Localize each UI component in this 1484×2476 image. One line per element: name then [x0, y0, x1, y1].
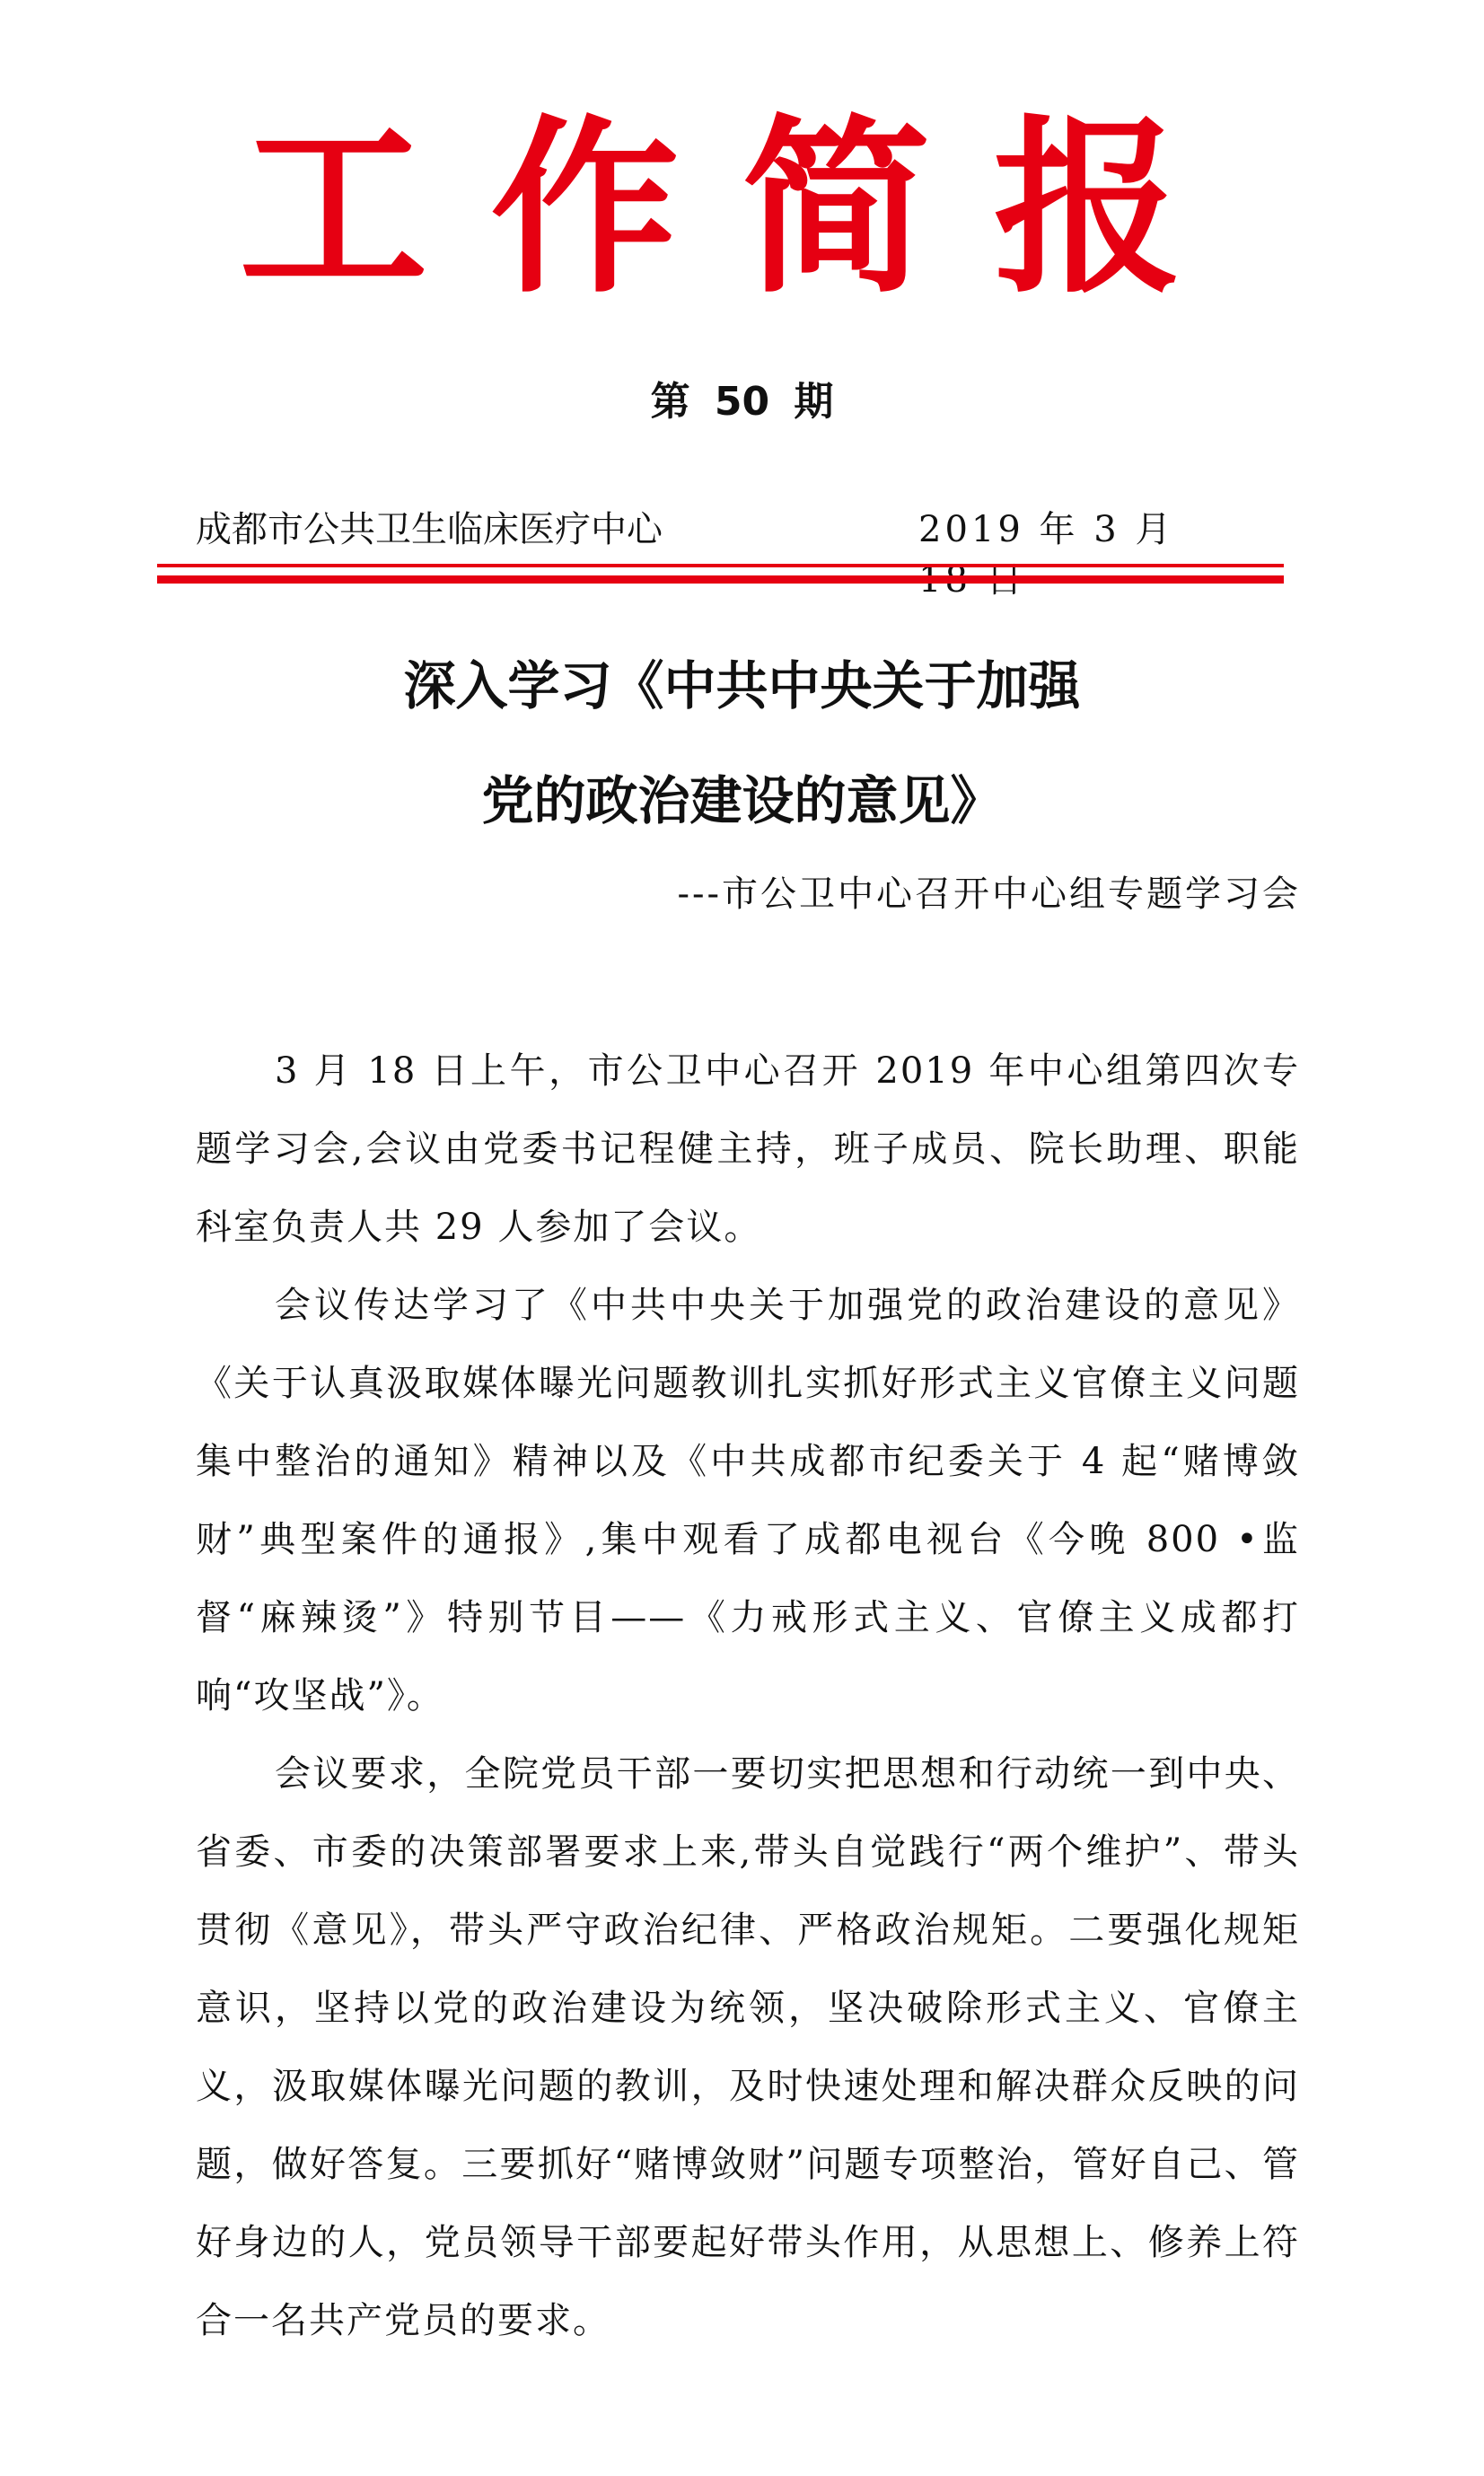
- article-title-line-1: 深入学习《中共中央关于加强: [403, 655, 1081, 716]
- article-paragraph: 会议要求，全院党员干部一要切实把思想和行动统一到中央、省委、市委的决策部署要求上来,带头自觉践行“两个维护”、带头贯彻《意见》，带头严守政治纪律、严格政治规矩。二要强化规矩意识，坚持以党的政治建设为统领，坚决破除形式主义、官僚主义，汲取媒体曝光问题的教训，及时快速处理和解决群众反映的问题，做好答复。三要抓好“赌博敛财”问题专项整治，管好自己、管好身边的人，党员领导干部要起好带头作用，从思想上、修养上符合一名共产党员的要求。: [196, 1753, 1300, 2341]
- issue-number: 第 50 期: [650, 379, 834, 425]
- organization-name: 成都市公共卫生临床医疗中心: [196, 509, 663, 550]
- red-divider-thick: [157, 575, 1284, 584]
- red-divider-thin: [157, 564, 1284, 567]
- issue-date: 2019 年 3 月: [918, 509, 1175, 550]
- header-line: [196, 505, 1237, 558]
- article-paragraph: 会议传达学习了《中共中央关于加强党的政治建设的意见》《关于认真汲取媒体曝光问题教训扎实抓好形式主义官僚主义问题集中整治的通知》精神以及《中共成都市纪委关于 4 起“赌博敛财”典型案件的通报》,集中观看了成都电视台《今晚 800 •监督“麻辣烫”》特别节目——《力戒形式主义、官僚主义成都打响“攻坚战”》。: [196, 1285, 1300, 1717]
- article-body: [196, 1032, 1300, 2360]
- article-subtitle: ---市公卫中心召开中心组专题学习会: [677, 874, 1301, 915]
- masthead-title: 工作简报: [239, 99, 1245, 319]
- article-title-line-2: 党的政治建设的意见》: [481, 770, 1003, 831]
- article-paragraph: 3 月 18 日上午，市公卫中心召开 2019 年中心组第四次专题学习会,会议由党委书记程健主持，班子成员、院长助理、职能科室负责人共 29 人参加了会议。: [196, 1050, 1300, 1248]
